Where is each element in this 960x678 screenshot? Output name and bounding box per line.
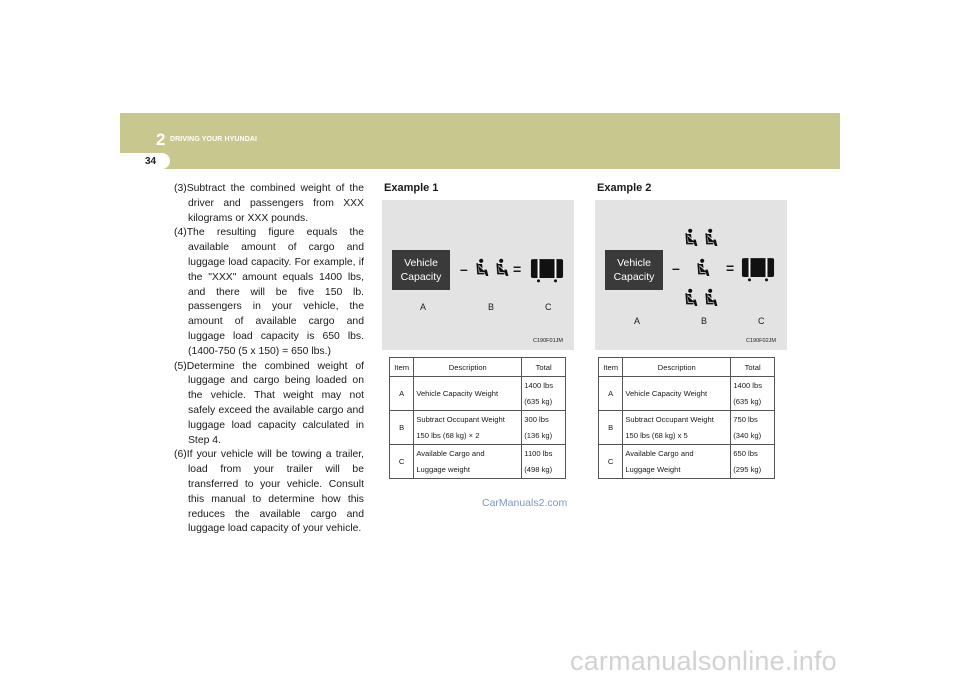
example-2-figure bbox=[595, 200, 787, 350]
step-6: (6)If your vehicle will be towing a trailer, load from your trailer will be transferred to your vehicle. Consult this manual to determine how this reduces the available cargo and luggage load capacity of your vehicle. bbox=[174, 449, 364, 535]
cell-description: Subtract Occupant Weight 150 lbs (68 kg) x 5 bbox=[623, 411, 731, 445]
seat-passenger-icon bbox=[703, 288, 719, 308]
header-item: Item bbox=[599, 358, 623, 377]
cell-description: Available Cargo and Luggage weight bbox=[414, 445, 522, 479]
cell-item: B bbox=[390, 411, 414, 445]
vehicle-capacity-box bbox=[605, 250, 663, 290]
cell-item: B bbox=[599, 411, 623, 445]
vehicle-capacity-box bbox=[392, 250, 450, 290]
header-total: Total bbox=[731, 358, 775, 377]
vehicle-capacity-line1: Vehicle bbox=[617, 257, 651, 269]
chapter-number: 2 bbox=[156, 130, 166, 149]
watermark-link[interactable]: CarManuals2.com bbox=[482, 497, 568, 509]
cell-description: Subtract Occupant Weight 150 lbs (68 kg) × 2 bbox=[414, 411, 522, 445]
example-1-figure bbox=[382, 200, 574, 350]
label-a: A bbox=[420, 302, 427, 312]
header-description: Description bbox=[623, 358, 731, 377]
minus-sign: – bbox=[460, 261, 468, 277]
step-3: (3)Subtract the combined weight of the driver and passengers from XXX kilograms or XXX pounds. bbox=[174, 183, 364, 224]
table-row bbox=[390, 377, 566, 411]
step-4: (4)The resulting figure equals the available amount of cargo and luggage load capacity. For example, if the "XXX" amount equals 1400 lbs, and there will be five 150 lb. passengers in your vehicle, the amount of available cargo and luggage load capacity is 650 lbs. (1400-750 (5 x 150) = 650 lbs.) bbox=[174, 227, 364, 357]
table-row bbox=[599, 445, 775, 479]
cell-description: Vehicle Capacity Weight bbox=[414, 377, 522, 411]
cell-total: 1400 lbs (635 kg) bbox=[522, 377, 566, 411]
cell-total: 1400 lbs (635 kg) bbox=[731, 377, 775, 411]
table-header-row bbox=[390, 358, 566, 377]
table-row bbox=[599, 411, 775, 445]
instruction-steps bbox=[174, 182, 364, 537]
cell-item: A bbox=[390, 377, 414, 411]
seat-passenger-icon bbox=[703, 228, 719, 248]
seat-passenger-icon bbox=[695, 258, 711, 278]
example-1-table bbox=[389, 357, 566, 479]
cargo-luggage-icon bbox=[530, 257, 564, 284]
example-2-title: Example 2 bbox=[597, 182, 652, 194]
vehicle-capacity-line1: Vehicle bbox=[404, 257, 438, 269]
table-row bbox=[599, 377, 775, 411]
cell-item: A bbox=[599, 377, 623, 411]
cell-item: C bbox=[390, 445, 414, 479]
figure-code: C190F02JM bbox=[746, 338, 776, 344]
label-b: B bbox=[488, 302, 495, 312]
label-c: C bbox=[758, 316, 765, 326]
cell-description: Vehicle Capacity Weight bbox=[623, 377, 731, 411]
cargo-luggage-icon bbox=[741, 256, 775, 283]
step-5: (5)Determine the combined weight of luggage and cargo being loaded on the vehicle. That weight may not safely exceed the available cargo and luggage load capacity calculated in Step 4. bbox=[174, 360, 364, 446]
equals-sign: = bbox=[513, 261, 522, 277]
cell-total: 300 lbs (136 kg) bbox=[522, 411, 566, 445]
minus-sign: – bbox=[672, 260, 680, 276]
seat-passenger-icon bbox=[474, 258, 490, 278]
table-row bbox=[390, 411, 566, 445]
equals-sign: = bbox=[726, 260, 735, 276]
seat-passenger-icon bbox=[683, 288, 699, 308]
table-row bbox=[390, 445, 566, 479]
cell-description: Available Cargo and Luggage Weight bbox=[623, 445, 731, 479]
label-a: A bbox=[634, 316, 641, 326]
cell-total: 750 lbs (340 kg) bbox=[731, 411, 775, 445]
label-b: B bbox=[701, 316, 708, 326]
table-header-row bbox=[599, 358, 775, 377]
header-item: Item bbox=[390, 358, 414, 377]
cell-total: 650 lbs (295 kg) bbox=[731, 445, 775, 479]
header-description: Description bbox=[414, 358, 522, 377]
label-c: C bbox=[545, 302, 552, 312]
vehicle-capacity-line2: Capacity bbox=[400, 271, 442, 283]
example-2-table bbox=[598, 357, 775, 479]
footer-url-link[interactable]: carmanualsonline.info bbox=[570, 646, 837, 676]
cell-item: C bbox=[599, 445, 623, 479]
seat-passenger-icon bbox=[683, 228, 699, 248]
chapter-title: DRIVING YOUR HYUNDAI bbox=[170, 136, 258, 143]
vehicle-capacity-line2: Capacity bbox=[613, 271, 655, 283]
cell-total: 1100 lbs (498 kg) bbox=[522, 445, 566, 479]
seat-passenger-icon bbox=[494, 258, 510, 278]
page-number: 34 bbox=[145, 156, 157, 167]
header-total: Total bbox=[522, 358, 566, 377]
example-1-title: Example 1 bbox=[384, 182, 439, 194]
figure-code: C190F01JM bbox=[533, 338, 563, 344]
